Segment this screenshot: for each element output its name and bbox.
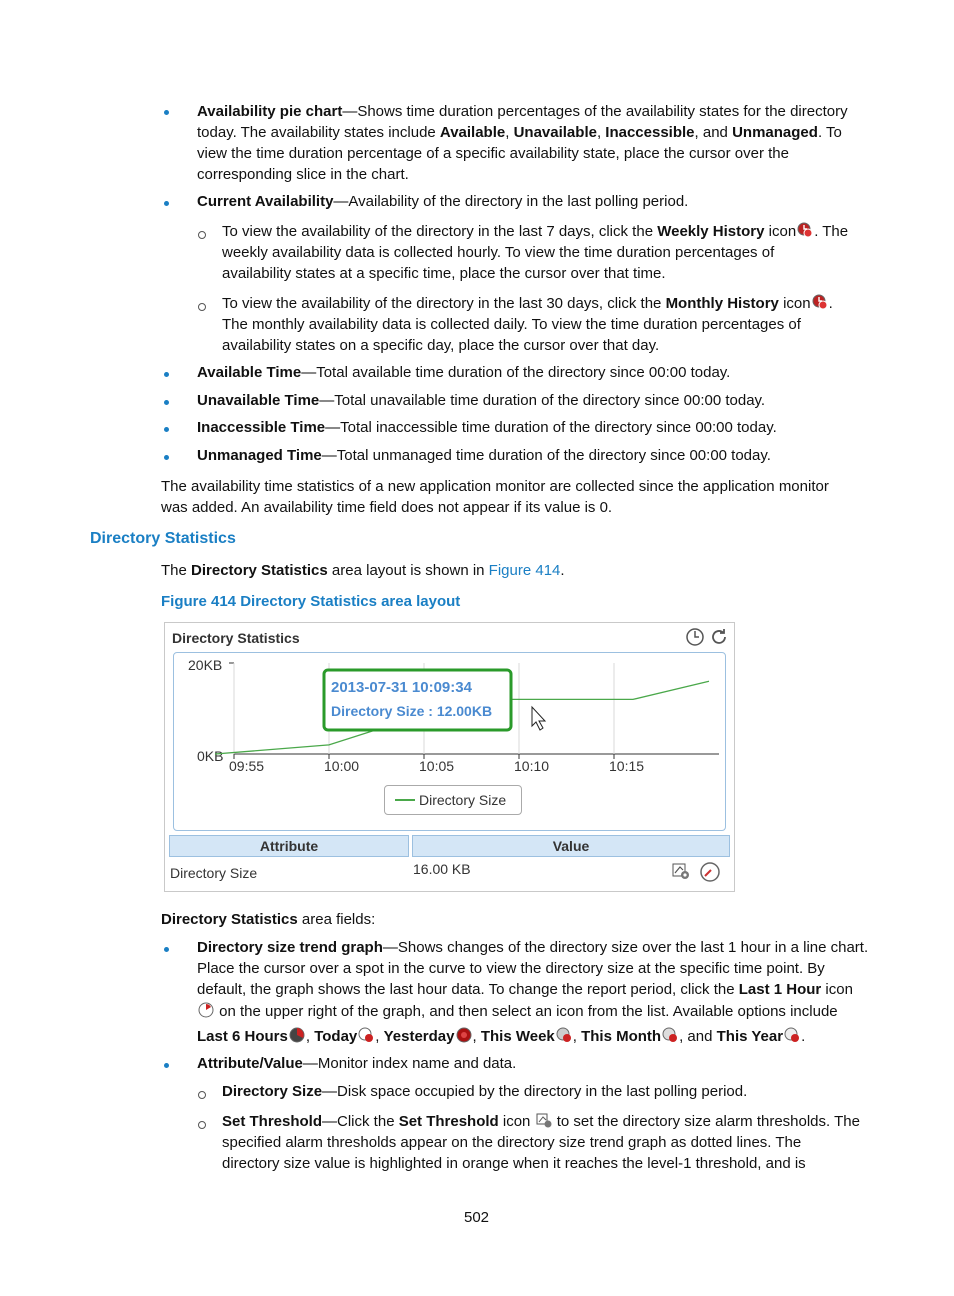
bullet-dot xyxy=(164,1063,169,1068)
history-record-icon[interactable] xyxy=(699,861,721,883)
trend-line-4: on the upper right of the graph, and then select an icon from the list. Available options include xyxy=(197,1001,838,1022)
current-availability-line: Current Availability—Availability of the directory in the last polling period. xyxy=(197,193,689,210)
pie-chart-line-3: view the time duration percentage of a specific availability state, place the cursor over the xyxy=(197,145,789,162)
bullet-dot xyxy=(164,947,169,952)
para-line-2: was added. An availability time field does not appear if its value is 0. xyxy=(161,499,613,516)
inaccessible-time-line: Inaccessible Time—Total inaccessible time duration of the directory since 00:00 today. xyxy=(197,419,777,436)
chart-area xyxy=(173,652,726,831)
term: Availability pie chart xyxy=(197,103,343,120)
pie-chart-line-2: today. The availability states include Available, Unavailable, Inaccessible, and Unmanaged. To xyxy=(197,124,842,141)
x-tick-label: 09:55 xyxy=(229,758,265,774)
threshold-line-1: Set Threshold—Click the Set Threshold icon to set the directory size alarm thresholds. The xyxy=(222,1113,860,1130)
header-value: Value xyxy=(412,835,730,857)
bullet-dot xyxy=(164,110,169,115)
monthly-line-2: The monthly availability data is collected daily. To view the time duration percentages of xyxy=(222,316,801,333)
sub-bullet-circle xyxy=(198,1121,206,1129)
cursor-icon xyxy=(532,707,545,730)
row-value: 16.00 KB xyxy=(413,861,471,877)
set-threshold-icon[interactable] xyxy=(536,1112,552,1128)
trend-line-3: default, the graph shows the last hour data. To change the report period, click the Last 1 Hour icon xyxy=(197,981,853,998)
bullet-dot xyxy=(164,427,169,432)
last-6-hours-icon[interactable] xyxy=(289,1027,305,1043)
x-tick-label: 10:00 xyxy=(324,758,360,774)
x-tick-label: 10:15 xyxy=(609,758,645,774)
section-heading: Directory Statistics xyxy=(90,530,236,547)
x-tick-label: 10:10 xyxy=(514,758,550,774)
threshold-line-3: directory size value is highlighted in orange when it reaches the level-1 threshold, and is xyxy=(222,1155,806,1172)
legend[interactable] xyxy=(384,785,522,815)
set-threshold-icon[interactable] xyxy=(671,861,691,881)
y-tick-label-top: 20KB xyxy=(188,657,223,673)
trend-line-2: Place the cursor over a spot in the curve to view the directory size at the specific time point. By xyxy=(197,960,825,977)
trend-line-5: Last 6 Hours , Today , Yesterday , This Week , This Month , and This Year . xyxy=(197,1028,806,1045)
directory-statistics-figure xyxy=(164,622,735,892)
bullet-dot xyxy=(164,372,169,377)
this-month-icon[interactable] xyxy=(662,1027,678,1043)
threshold-line-2: specified alarm thresholds appear on the directory size trend graph as dotted lines. The xyxy=(222,1134,802,1151)
last-1-hour-icon[interactable] xyxy=(198,1002,214,1018)
monthly-line-1: To view the availability of the directory in the last 30 days, click the Monthly History icon . xyxy=(222,295,833,312)
today-icon[interactable] xyxy=(358,1027,374,1043)
legend-swatch xyxy=(395,799,415,801)
weekly-line-2: weekly availability data is collected hourly. To view the time duration percentages of xyxy=(222,244,775,261)
unavailable-time-line: Unavailable Time—Total unavailable time duration of the directory since 00:00 today. xyxy=(197,392,766,409)
sub-bullet-circle xyxy=(198,303,206,311)
weekly-line-3: availability states at a specific time, place the cursor over that time. xyxy=(222,265,666,282)
pie-chart-line-1: Availability pie chart—Shows time duration percentages of the availability states for the directory xyxy=(197,103,848,120)
panel-title: Directory Statistics xyxy=(172,630,300,646)
x-tick-label: 10:05 xyxy=(419,758,455,774)
dirsize-line: Directory Size—Disk space occupied by the directory in the last polling period. xyxy=(222,1083,748,1100)
tooltip-time: 2013-07-31 10:09:34 xyxy=(331,679,472,696)
available-time-line: Available Time—Total available time duration of the directory since 00:00 today. xyxy=(197,364,731,381)
bullet-dot xyxy=(164,400,169,405)
this-week-icon[interactable] xyxy=(556,1027,572,1043)
header-attribute: Attribute xyxy=(169,835,409,857)
weekly-history-icon[interactable] xyxy=(797,222,813,238)
this-year-icon[interactable] xyxy=(784,1027,800,1043)
figure-caption: Figure 414 Directory Statistics area layout xyxy=(161,593,461,610)
row-attribute: Directory Size xyxy=(170,865,258,881)
attr-line: Attribute/Value—Monitor index name and data. xyxy=(197,1055,517,1072)
bullet-dot xyxy=(164,455,169,460)
y-tick-label-bottom: 0KB xyxy=(197,748,224,764)
sub-bullet-circle xyxy=(198,231,206,239)
sub-bullet-circle xyxy=(198,1091,206,1099)
page-number: 502 xyxy=(464,1209,490,1226)
yesterday-icon[interactable] xyxy=(456,1027,472,1043)
monthly-history-icon[interactable] xyxy=(812,294,828,310)
tooltip-value: Directory Size : 12.00KB xyxy=(331,703,493,719)
trend-line-1: Directory size trend graph—Shows changes of the directory size over the last 1 hour in a line chart. xyxy=(197,939,869,956)
legend-label: Directory Size xyxy=(419,792,507,808)
monthly-line-3: availability states on a specific day, place the cursor over that day. xyxy=(222,337,660,354)
para-line-1: The availability time statistics of a new application monitor are collected since the application monitor xyxy=(161,478,829,495)
unmanaged-time-line: Unmanaged Time—Total unmanaged time duration of the directory since 00:00 today. xyxy=(197,447,771,464)
refresh-icon[interactable] xyxy=(709,627,729,647)
figure-link[interactable]: Figure 414 xyxy=(488,562,561,579)
weekly-line-1: To view the availability of the directory in the last 7 days, click the Weekly History icon . The xyxy=(222,223,849,240)
layout-sentence: The Directory Statistics area layout is shown in Figure 414. xyxy=(161,562,565,579)
bullet-dot xyxy=(164,201,169,206)
pie-chart-line-4: corresponding slice in the chart. xyxy=(197,166,409,183)
clock-icon[interactable] xyxy=(685,627,705,647)
fields-intro: Directory Statistics area fields: xyxy=(161,911,376,928)
